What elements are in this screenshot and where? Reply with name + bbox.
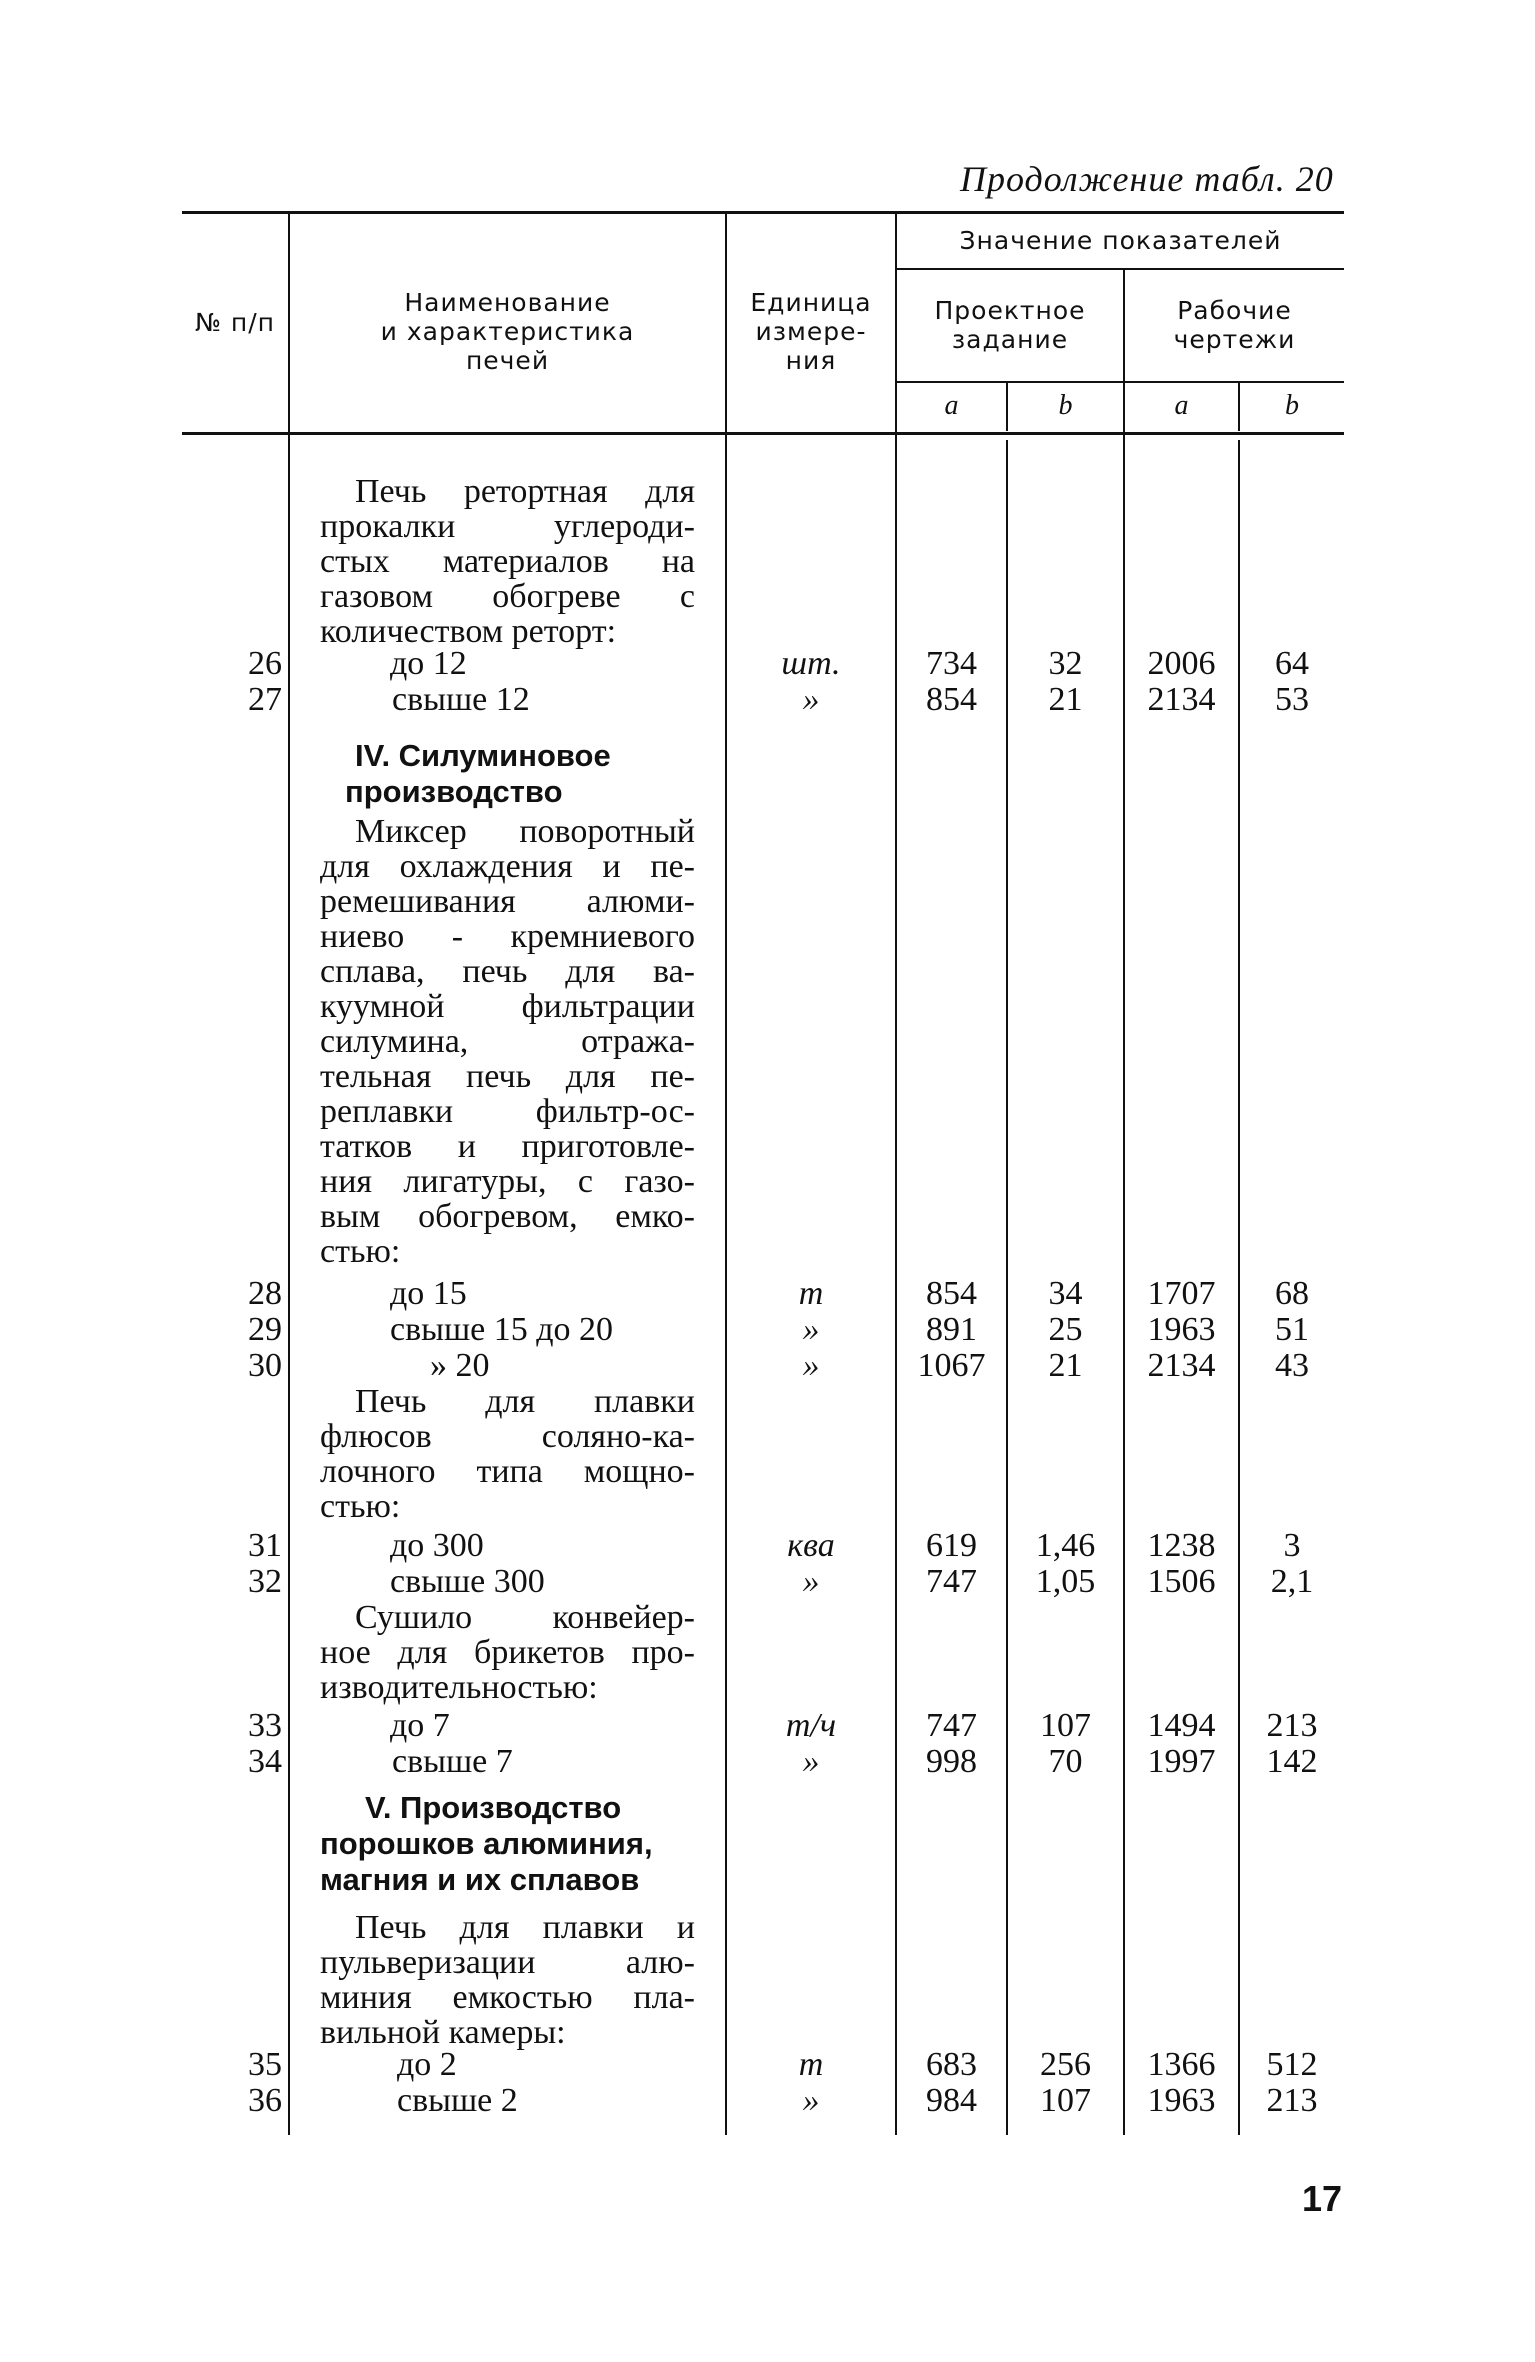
header-project-line: задание [951, 325, 1069, 354]
row-num: 34 [248, 1743, 282, 1780]
header-project-a: a [944, 390, 959, 421]
values-group-rule [895, 268, 1344, 270]
row-rb: 53 [1275, 681, 1309, 718]
desc-line: изводительностью: [320, 1669, 598, 1706]
row-num: 28 [248, 1275, 282, 1312]
table-caption: Продолжение табл. 20 [960, 159, 1334, 199]
row-pb: 1,05 [1035, 1563, 1096, 1600]
header-values: Значение показателей [959, 226, 1282, 255]
row-ra: 1997 [1147, 1743, 1216, 1780]
desc-line: ное для брикетов про- [320, 1634, 695, 1671]
block-flux-furnace [320, 1384, 695, 1524]
header-name-line: и характеристика [380, 317, 635, 346]
desc-line: флюсов соляно-ка- [320, 1418, 695, 1455]
row-pa: 747 [926, 1563, 977, 1600]
row-num: 33 [248, 1707, 282, 1744]
desc-line: газовом обогреве с [320, 578, 695, 615]
desc-line: ниево - кремниевого [320, 918, 695, 955]
header-unit-line: Единица [750, 288, 872, 317]
row-num: 30 [248, 1347, 282, 1384]
row-pb: 70 [1048, 1743, 1083, 1780]
row-pa: 998 [926, 1743, 977, 1780]
row-rb: 512 [1266, 2046, 1318, 2083]
col-divider-3 [895, 213, 897, 2135]
section-line: V. Производство [365, 1790, 622, 1825]
row-pa: 747 [926, 1707, 977, 1744]
desc-line: Миксер поворотный [355, 813, 695, 850]
desc-line: для охлаждения и пе- [320, 848, 695, 885]
section-line: магния и их сплавов [320, 1862, 640, 1897]
row-num: 35 [248, 2046, 282, 2083]
header-num: № п/п [194, 308, 276, 337]
desc-line: Печь ретортная для [355, 473, 695, 510]
header-unit [727, 288, 895, 375]
section-v-title [320, 1790, 700, 1898]
row-name: до 7 [390, 1707, 450, 1744]
block-mixer [320, 814, 695, 1269]
row-ra: 1963 [1147, 1311, 1216, 1348]
desc-line: количеством реторт: [320, 613, 617, 650]
header-working-line: Рабочие [1177, 296, 1292, 325]
row-unit: шт. [781, 645, 841, 682]
row-pb: 21 [1048, 681, 1083, 718]
row-pb: 107 [1040, 1707, 1091, 1744]
row-rb: 3 [1283, 1527, 1301, 1564]
desc-line: татков и приготовле- [320, 1128, 695, 1165]
section-line: IV. Силуминовое [355, 738, 611, 773]
row-name: » 20 [430, 1347, 490, 1384]
header-project-line: Проектное [934, 296, 1086, 325]
row-ra: 1707 [1147, 1275, 1216, 1312]
row-unit: т [798, 1275, 824, 1312]
row-ra: 2006 [1147, 645, 1216, 682]
ab-rule [895, 381, 1344, 383]
row-name: свыше 15 до 20 [390, 1311, 614, 1348]
row-name: до 12 [390, 645, 467, 682]
row-pa: 683 [926, 2046, 977, 2083]
row-num: 29 [248, 1311, 282, 1348]
desc-line: пульверизации алю- [320, 1944, 695, 1981]
row-pa: 734 [926, 645, 977, 682]
section-line: производство [345, 774, 563, 809]
row-pb: 34 [1048, 1275, 1083, 1312]
header-project [897, 296, 1123, 354]
row-pa: 984 [926, 2082, 977, 2119]
row-unit: т [798, 2046, 824, 2083]
desc-line: Сушило конвейер- [355, 1599, 695, 1636]
row-name: до 300 [390, 1527, 484, 1564]
section-iv-title [345, 738, 695, 810]
desc-line: лочного типа мощно- [320, 1453, 695, 1490]
desc-line: стью: [320, 1233, 401, 1270]
row-ra: 1963 [1147, 2082, 1216, 2119]
row-pa: 619 [926, 1527, 977, 1564]
desc-line: стых материалов на [320, 543, 695, 580]
header-working-a: a [1174, 390, 1189, 421]
header-working-b: b [1285, 390, 1299, 421]
row-ra: 1494 [1147, 1707, 1216, 1744]
desc-line: Печь для плавки и [355, 1909, 695, 1946]
row-pa: 891 [926, 1311, 977, 1348]
row-pa: 854 [926, 681, 977, 718]
desc-line: ния лигатуры, с газо- [320, 1163, 695, 1200]
row-name: до 15 [390, 1275, 467, 1312]
row-num: 26 [248, 645, 282, 682]
row-num: 31 [248, 1527, 282, 1564]
header-unit-line: ния [785, 346, 837, 375]
row-ra: 1366 [1147, 2046, 1216, 2083]
row-pb: 25 [1048, 1311, 1083, 1348]
header-working [1125, 296, 1344, 354]
col-divider-1 [288, 213, 290, 2135]
row-rb: 68 [1275, 1275, 1309, 1312]
desc-line: стью: [320, 1488, 401, 1525]
row-unit: » [802, 1743, 820, 1780]
row-pb: 1,46 [1035, 1527, 1096, 1564]
desc-line: Печь для плавки [355, 1383, 695, 1420]
row-ra: 1506 [1147, 1563, 1216, 1600]
header-working-line: чертежи [1173, 325, 1296, 354]
col-divider-4 [1123, 270, 1125, 2135]
header-name-line: Наименование [404, 288, 611, 317]
row-name: свыше 12 [392, 681, 530, 718]
row-unit: » [802, 1347, 820, 1384]
row-pb: 107 [1040, 2082, 1091, 2119]
row-unit: » [802, 1563, 820, 1600]
row-rb: 2,1 [1270, 1563, 1314, 1600]
row-unit: ква [787, 1527, 835, 1564]
row-unit: » [802, 2082, 820, 2119]
header-bottom-rule [182, 432, 1344, 435]
row-ra: 1238 [1147, 1527, 1216, 1564]
row-rb: 64 [1275, 645, 1309, 682]
row-rb: 43 [1275, 1347, 1309, 1384]
desc-line: вым обогревом, емко- [320, 1198, 695, 1235]
desc-line: прокалки углероди- [320, 508, 695, 545]
block-pulverizer [320, 1910, 695, 2050]
row-pb: 21 [1048, 1347, 1083, 1384]
row-unit: » [802, 681, 820, 718]
desc-line: ремешивания алюми- [320, 883, 695, 920]
row-unit: т/ч [785, 1707, 837, 1744]
desc-line: куумной фильтрации [320, 988, 695, 1025]
header-name-line: печей [465, 346, 550, 375]
row-rb: 213 [1266, 1707, 1318, 1744]
row-ra: 2134 [1147, 681, 1216, 718]
row-ra: 2134 [1147, 1347, 1216, 1384]
row-rb: 213 [1266, 2082, 1318, 2119]
desc-line: вильной камеры: [320, 2014, 566, 2051]
row-pa: 854 [926, 1275, 977, 1312]
row-pa: 1067 [917, 1347, 986, 1384]
row-name: свыше 7 [392, 1743, 513, 1780]
row-name: свыше 2 [397, 2082, 518, 2119]
desc-line: реплавки фильтр-ос- [320, 1093, 695, 1130]
block-retort-furnace [320, 474, 695, 649]
page-number: 17 [1301, 2178, 1342, 2219]
row-pb: 256 [1040, 2046, 1091, 2083]
header-project-b: b [1058, 390, 1073, 421]
row-num: 27 [248, 681, 282, 718]
row-rb: 142 [1266, 1743, 1318, 1780]
col-divider-2 [725, 213, 727, 2135]
row-num: 36 [248, 2082, 282, 2119]
row-rb: 51 [1275, 1311, 1309, 1348]
row-name: свыше 300 [390, 1563, 545, 1600]
table-top-rule [182, 211, 1344, 214]
row-unit: » [802, 1311, 820, 1348]
header-name [290, 288, 725, 375]
section-line: порошков алюминия, [320, 1826, 653, 1861]
desc-line: тельная печь для пе- [320, 1058, 695, 1095]
row-name: до 2 [397, 2046, 457, 2083]
header-unit-line: измере- [755, 317, 867, 346]
desc-line: сплава, печь для ва- [320, 953, 695, 990]
row-pb: 32 [1048, 645, 1083, 682]
desc-line: миния емкостью пла- [320, 1979, 695, 2016]
row-num: 32 [248, 1563, 282, 1600]
block-dryer [320, 1600, 695, 1705]
desc-line: силумина, отража- [320, 1023, 695, 1060]
